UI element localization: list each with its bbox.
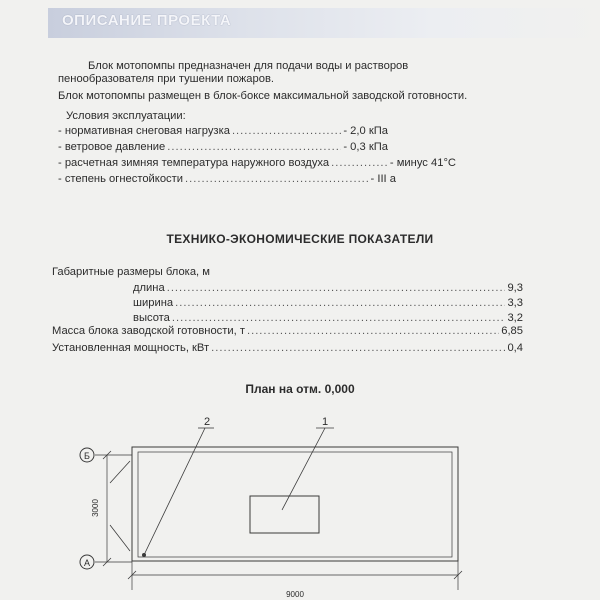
door-leaf-top bbox=[110, 461, 130, 483]
condition-label: - нормативная снеговая нагрузка bbox=[58, 125, 230, 137]
leader-dots bbox=[185, 173, 368, 186]
leader-dots bbox=[167, 141, 341, 154]
dimension-value: 9,3 bbox=[507, 282, 523, 294]
mass-label: Масса блока заводской готовности, т bbox=[52, 325, 245, 337]
page-title: ОПИСАНИЕ ПРОЕКТА bbox=[62, 12, 232, 29]
mass-value: 6,85 bbox=[501, 325, 523, 337]
tech-section-title: ТЕХНИКО-ЭКОНОМИЧЕСКИЕ ПОКАЗАТЕЛИ bbox=[166, 232, 434, 246]
power-row bbox=[52, 342, 523, 355]
dimension-label: высота bbox=[133, 312, 170, 324]
leader-dots bbox=[172, 312, 506, 325]
outer-wall bbox=[132, 447, 458, 561]
dim-height-label: 3000 bbox=[91, 499, 100, 517]
dim-length-label: 9000 bbox=[286, 590, 304, 599]
leader-dots bbox=[175, 297, 505, 310]
dimension-value: 3,3 bbox=[507, 297, 523, 309]
condition-row-fire bbox=[58, 173, 396, 186]
leader-dots bbox=[211, 342, 505, 355]
axis-b-label: Б bbox=[84, 451, 90, 461]
condition-value: - 0,3 кПа bbox=[343, 141, 388, 153]
axis-a-label: А bbox=[83, 558, 91, 568]
dimension-row-width bbox=[133, 297, 523, 310]
mass-row bbox=[52, 325, 523, 338]
dimension-row-length bbox=[133, 282, 523, 295]
leader-dots bbox=[232, 125, 341, 138]
door-leaf-bottom bbox=[110, 525, 130, 551]
dimensions-label: Габаритные размеры блока, м bbox=[52, 266, 210, 278]
leader-dots bbox=[331, 157, 388, 170]
dimension-value: 3,2 bbox=[507, 312, 523, 324]
condition-label: - ветровое давление bbox=[58, 141, 166, 153]
condition-label: - степень огнестойкости bbox=[58, 173, 184, 185]
floor-plan-drawing bbox=[0, 400, 600, 600]
leader-dots bbox=[247, 325, 499, 338]
condition-row-wind bbox=[58, 141, 388, 154]
callout-2-label: 2 bbox=[203, 416, 211, 428]
plan-title: План на отм. 0,000 bbox=[245, 382, 355, 396]
leader-dots bbox=[167, 282, 506, 295]
power-value: 0,4 bbox=[507, 342, 523, 354]
callout-2-dot bbox=[142, 553, 146, 557]
condition-value: - III а bbox=[370, 173, 396, 185]
inner-wall bbox=[138, 452, 452, 557]
dimension-label: длина bbox=[133, 282, 165, 294]
condition-label: - расчетная зимняя температура наружного воздуха bbox=[58, 157, 330, 169]
intro-line-1: Блок мотопомпы предназначен для подачи воды и растворов bbox=[88, 60, 409, 72]
conditions-heading: Условия эксплуатации: bbox=[66, 110, 186, 122]
condition-value: - минус 41°С bbox=[389, 157, 456, 169]
condition-value: - 2,0 кПа bbox=[343, 125, 388, 137]
dimension-row-height bbox=[133, 312, 523, 325]
condition-row-snow bbox=[58, 125, 388, 138]
intro-line-3: Блок мотопомпы размещен в блок-боксе максимальной заводской готовности. bbox=[58, 90, 468, 102]
equipment-block bbox=[250, 496, 319, 533]
power-label: Установленная мощность, кВт bbox=[52, 342, 210, 354]
condition-row-temperature bbox=[58, 157, 456, 170]
callout-1-label: 1 bbox=[321, 416, 329, 428]
dimension-label: ширина bbox=[133, 297, 174, 309]
intro-line-2: пенообразователя при тушении пожаров. bbox=[58, 73, 275, 85]
